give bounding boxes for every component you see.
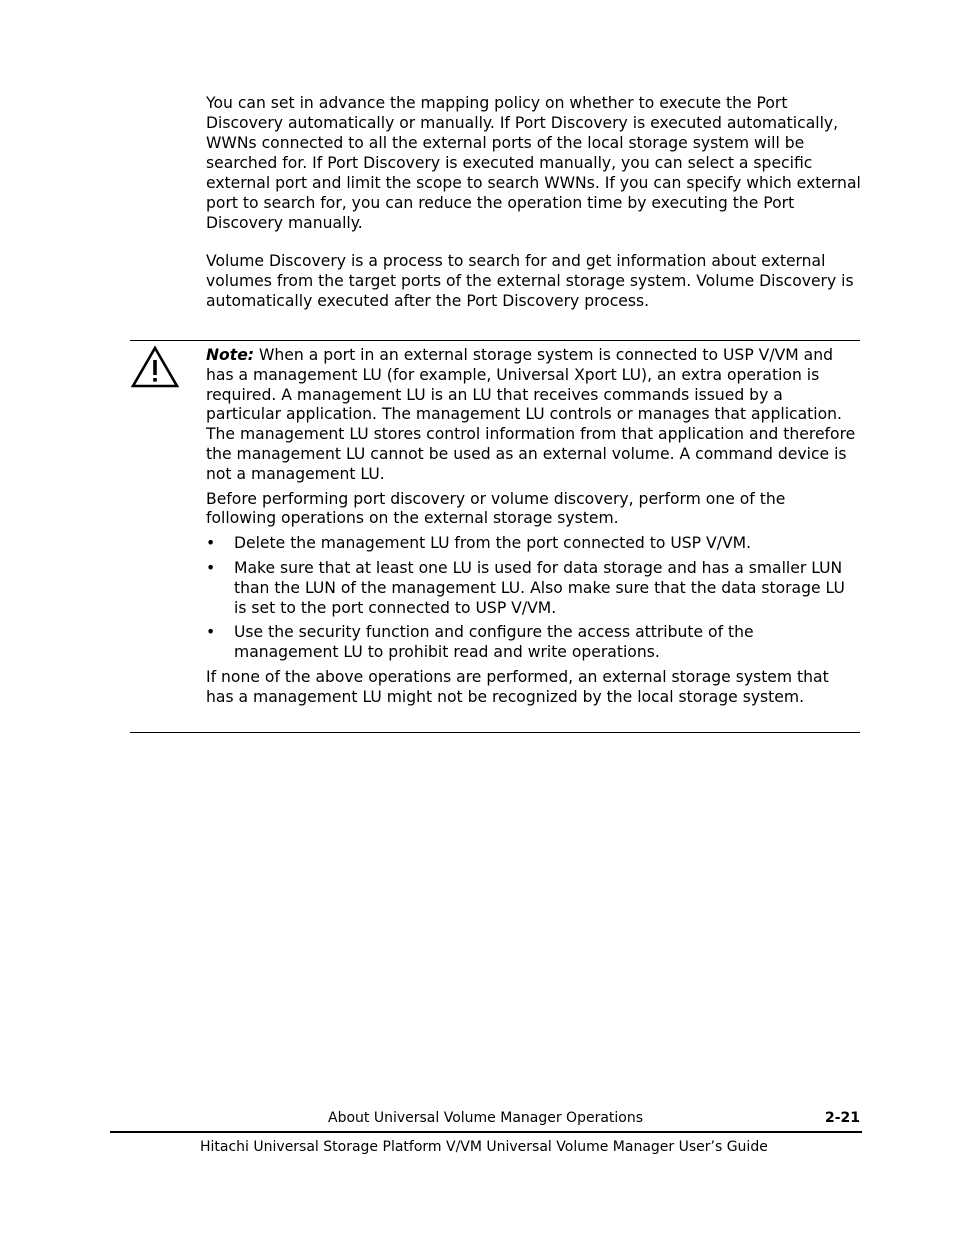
note-paragraph (206, 346, 856, 485)
note-text: When a port in an external storage system is connected to USP V/VM and has a management LU (for example, Universal Xport LU), an extra operation is required. A management LU is an LU that receives commands issued by a particular application. The management LU controls or manages that application. The management LU stores control information from that application and therefore the management LU cannot be used as an external volume. A command device is not a management LU. (206, 346, 856, 483)
list-item-text: Use the security function and configure the access attribute of the management LU to prohibit read and write operations. (234, 623, 754, 662)
footer-book-title: Hitachi Universal Storage Platform V/VM Universal Volume Manager User’s Guide (200, 1139, 768, 1155)
bullet-icon: • (206, 558, 216, 577)
note-label: Note: (206, 346, 255, 364)
warning-triangle-icon (130, 345, 180, 389)
note-bottom-rule (130, 732, 860, 733)
note-paragraph: If none of the above operations are performed, an external storage system that has a management LU might not be recognized by the local storage system. (206, 667, 829, 706)
list-item (206, 623, 856, 663)
footer-rule (110, 1131, 862, 1133)
body-paragraph: Volume Discovery is a process to search for and get information about external volumes from the target ports of the external storage system. Volume Discovery is automatically executed after the Port Discovery process. (206, 252, 854, 310)
bullet-icon: • (206, 534, 216, 553)
list-item (206, 534, 856, 554)
list-item (206, 559, 856, 618)
page-number: 2-21 (824, 1110, 860, 1126)
note-box (206, 346, 856, 713)
list-item-text: Make sure that at least one LU is used for data storage and has a smaller LUN than the LUN of the management LU. Also make sure that the data storage LU is set to the port connected to USP V/VM. (234, 558, 845, 617)
list-item-text: Delete the management LU from the port connected to USP V/VM. (234, 534, 752, 553)
note-paragraph: Before performing port discovery or volume discovery, perform one of the following operations on the external storage system. (206, 489, 786, 528)
footer-section-title: About Universal Volume Manager Operations (328, 1110, 644, 1126)
bullet-icon: • (206, 623, 216, 642)
body-paragraph: You can set in advance the mapping policy on whether to execute the Port Discovery automatically or manually. If Port Discovery is executed automatically, WWNs connected to all the external ports of the local storage system will be searched for. If Port Discovery is executed manually, you can select a specific external port and limit the scope to search WWNs. If you can specify which external port to search for, you can reduce the operation time by executing the Port Discovery manually. (206, 94, 861, 232)
note-top-rule (130, 340, 860, 341)
note-bullet-list (206, 534, 856, 663)
